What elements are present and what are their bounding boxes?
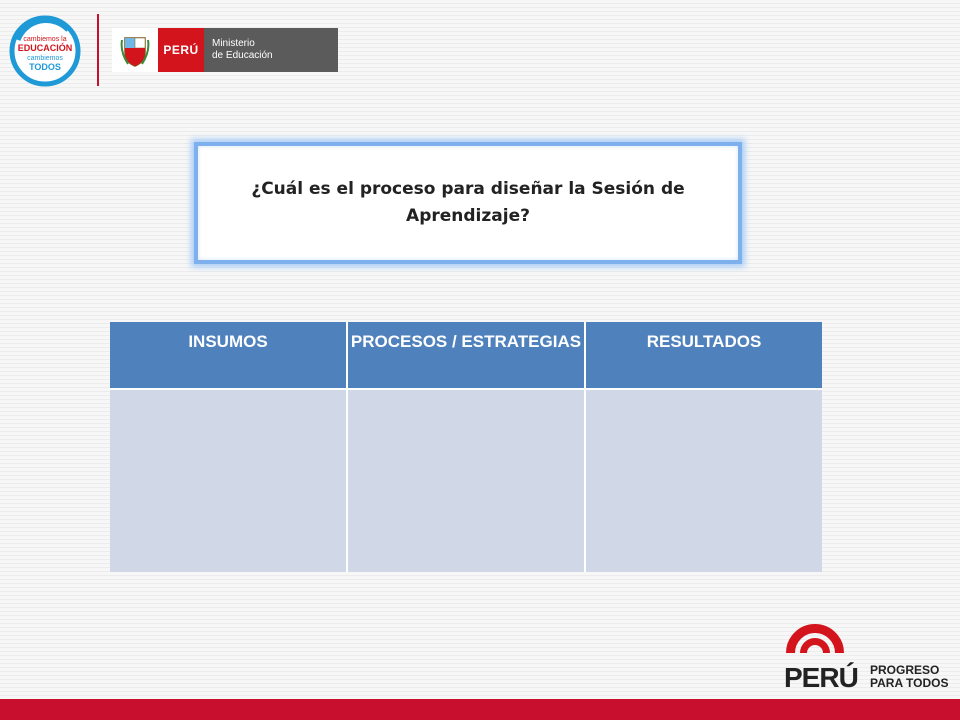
ministry-line-2: de Educación <box>212 50 273 61</box>
cell-resultados <box>586 390 822 572</box>
ministry-logo <box>112 28 338 72</box>
question-text: ¿Cuál es el proceso para diseñar la Sesión de Aprendizaje? <box>251 179 685 226</box>
header-procesos: PROCESOS / ESTRATEGIAS <box>348 322 584 388</box>
campaign-text-1: cambiemos la <box>23 36 67 43</box>
campaign-text-3: cambiemos <box>27 55 63 62</box>
coat-of-arms-icon <box>112 28 158 72</box>
ministry-line-1: Ministerio <box>212 38 255 49</box>
footer-red-band <box>0 699 960 720</box>
footer-slogan <box>870 664 948 690</box>
campaign-text-2: EDUCACIÓN <box>17 43 73 53</box>
peru-progreso-logo <box>780 622 950 694</box>
campaign-text-4: TODOS <box>29 62 61 72</box>
ministry-name <box>204 28 338 72</box>
header-divider <box>97 14 99 86</box>
cell-insumos <box>110 390 346 572</box>
header-resultados: RESULTADOS <box>586 322 822 388</box>
question-box <box>194 142 742 264</box>
header-insumos: INSUMOS <box>110 322 346 388</box>
cell-procesos <box>348 390 584 572</box>
slogan-line-2: PARA TODOS <box>870 676 949 690</box>
peru-label: PERÚ <box>158 28 204 72</box>
slogan-line-1: PROGRESO <box>870 663 940 677</box>
campaign-logo <box>8 14 82 88</box>
process-table <box>110 322 820 572</box>
footer-peru-word: PERÚ <box>784 662 858 693</box>
